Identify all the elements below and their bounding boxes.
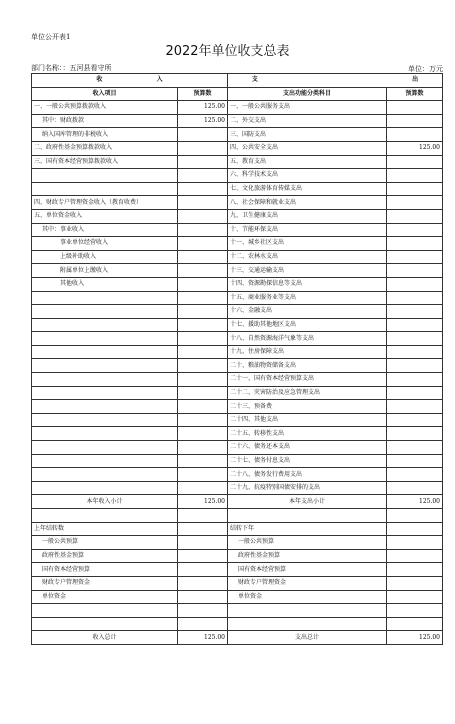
income-item-cell bbox=[32, 318, 178, 332]
income-item-cell: 财政专户管理资金 bbox=[32, 576, 178, 590]
table-row bbox=[32, 264, 443, 278]
table-row bbox=[32, 536, 443, 550]
table-row bbox=[32, 196, 443, 210]
income-amount-cell bbox=[178, 468, 228, 482]
table-row bbox=[32, 468, 443, 482]
expense-item-cell: 十一、城乡社区支出 bbox=[228, 237, 387, 251]
table-row bbox=[32, 332, 443, 346]
income-item-cell: 附属单位上缴收入 bbox=[32, 264, 178, 278]
income-amount-cell bbox=[178, 604, 228, 618]
expense-amount-cell bbox=[387, 454, 443, 468]
table-row bbox=[32, 141, 443, 155]
expense-item-cell: 二十二、灾害防治及应急管理支出 bbox=[228, 386, 387, 400]
expense-item-header: 支出功能分类科目 bbox=[228, 87, 387, 101]
table-row bbox=[32, 277, 443, 291]
income-amount-cell bbox=[178, 386, 228, 400]
income-amount-cell bbox=[178, 373, 228, 387]
income-amount-cell bbox=[178, 264, 228, 278]
income-item-cell: 政府性基金预算 bbox=[32, 549, 178, 563]
table-row bbox=[32, 305, 443, 319]
expense-amount-cell bbox=[387, 264, 443, 278]
income-item-cell: 二、政府性基金预算拨款收入 bbox=[32, 141, 178, 155]
expense-amount-cell bbox=[387, 373, 443, 387]
expense-item-cell: 单位资金 bbox=[228, 590, 387, 604]
income-amount-cell: 125.00 bbox=[178, 114, 228, 128]
expense-amount-cell bbox=[387, 576, 443, 590]
table-row bbox=[32, 209, 443, 223]
income-amount-cell bbox=[178, 427, 228, 441]
expense-item-cell: 十三、交通运输支出 bbox=[228, 264, 387, 278]
income-amount-cell bbox=[178, 291, 228, 305]
expense-item-cell: 二十九、抗疫特别国债安排的支出 bbox=[228, 481, 387, 495]
income-item-cell: 其中：事业收入 bbox=[32, 223, 178, 237]
table-row bbox=[32, 549, 443, 563]
expense-item-cell: 十四、资源勘探信息等支出 bbox=[228, 277, 387, 291]
expense-amount-cell bbox=[387, 305, 443, 319]
expense-amount-cell bbox=[387, 291, 443, 305]
income-amount-cell bbox=[178, 237, 228, 251]
income-item-cell bbox=[32, 454, 178, 468]
income-amount-cell bbox=[178, 549, 228, 563]
income-item-cell: 一般公共预算 bbox=[32, 536, 178, 550]
income-item-cell: 四、财政专户管理资金收入（教育收费） bbox=[32, 196, 178, 210]
income-amount-cell bbox=[178, 155, 228, 169]
expense-item-cell: 八、社会保障和就业支出 bbox=[228, 196, 387, 210]
expense-group-header bbox=[228, 74, 443, 88]
expense-item-cell: 十八、自然资源海洋气象等支出 bbox=[228, 332, 387, 346]
income-amount-cell bbox=[178, 250, 228, 264]
expense-item-cell: 本年支出小计 bbox=[228, 495, 387, 509]
expense-item-cell: 十七、援助其他地区支出 bbox=[228, 318, 387, 332]
expense-item-cell: 二十四、其他支出 bbox=[228, 413, 387, 427]
expense-amount-cell bbox=[387, 114, 443, 128]
income-amount-cell bbox=[178, 277, 228, 291]
income-item-cell bbox=[32, 386, 178, 400]
income-item-cell: 三、国有资本经营预算拨款收入 bbox=[32, 155, 178, 169]
expense-item-cell: 二十、粮油物资储备支出 bbox=[228, 359, 387, 373]
income-amount-cell bbox=[178, 128, 228, 142]
table-row bbox=[32, 386, 443, 400]
expense-item-cell: 二十五、转移性支出 bbox=[228, 427, 387, 441]
income-item-header: 收入项目 bbox=[32, 87, 178, 101]
expense-item-cell: 四、公共安全支出 bbox=[228, 141, 387, 155]
table-row bbox=[32, 590, 443, 604]
income-amount-cell bbox=[178, 454, 228, 468]
income-amount-cell bbox=[178, 481, 228, 495]
table-row bbox=[32, 617, 443, 631]
table-row bbox=[32, 427, 443, 441]
income-amount-cell bbox=[178, 576, 228, 590]
table-row bbox=[32, 604, 443, 618]
expense-item-cell: 二十一、国有资本经营预算支出 bbox=[228, 373, 387, 387]
income-amount-cell bbox=[178, 522, 228, 536]
table-row bbox=[32, 454, 443, 468]
income-item-cell bbox=[32, 604, 178, 618]
income-amount-cell bbox=[178, 182, 228, 196]
income-item-cell bbox=[32, 481, 178, 495]
expense-item-cell: 十六、金融支出 bbox=[228, 305, 387, 319]
expense-item-cell: 财政专户管理资金 bbox=[228, 576, 387, 590]
income-item-cell: 上年结转数 bbox=[32, 522, 178, 536]
expense-amount-cell bbox=[387, 155, 443, 169]
income-item-cell bbox=[32, 182, 178, 196]
expense-item-cell: 五、教育支出 bbox=[228, 155, 387, 169]
expense-item-cell: 三、国防支出 bbox=[228, 128, 387, 142]
expense-amount-cell: 125.00 bbox=[387, 141, 443, 155]
expense-group-left: 支 bbox=[251, 76, 258, 84]
budget-table-body bbox=[32, 74, 443, 645]
income-item-cell bbox=[32, 345, 178, 359]
income-item-cell bbox=[32, 332, 178, 346]
income-amount-cell bbox=[178, 305, 228, 319]
income-item-cell: 一、一般公共预算拨款收入 bbox=[32, 101, 178, 115]
expense-item-cell: 二、外交支出 bbox=[228, 114, 387, 128]
table-row bbox=[32, 509, 443, 523]
income-amount-cell bbox=[178, 141, 228, 155]
income-amount-cell: 125.00 bbox=[178, 631, 228, 645]
expense-item-cell: 二十七、债务付息支出 bbox=[228, 454, 387, 468]
expense-amount-cell bbox=[387, 413, 443, 427]
group-header-row bbox=[32, 74, 443, 88]
expense-amount-cell: 125.00 bbox=[387, 495, 443, 509]
expense-amount-cell bbox=[387, 277, 443, 291]
income-item-cell bbox=[32, 373, 178, 387]
expense-item-cell: 二十六、债务还本支出 bbox=[228, 441, 387, 455]
income-amount-cell bbox=[178, 536, 228, 550]
expense-item-cell: 六、科学技术支出 bbox=[228, 169, 387, 183]
income-item-cell bbox=[32, 509, 178, 523]
expense-amount-cell bbox=[387, 250, 443, 264]
income-amount-header: 预算数 bbox=[178, 87, 228, 101]
expense-item-cell: 十、节能环保支出 bbox=[228, 223, 387, 237]
table-row bbox=[32, 155, 443, 169]
table-row bbox=[32, 169, 443, 183]
table-row bbox=[32, 237, 443, 251]
income-item-cell bbox=[32, 169, 178, 183]
expense-item-cell: 一、一般公共服务支出 bbox=[228, 101, 387, 115]
income-amount-cell: 125.00 bbox=[178, 101, 228, 115]
expense-item-cell: 一般公共预算 bbox=[228, 536, 387, 550]
expense-amount-cell bbox=[387, 318, 443, 332]
expense-amount-cell bbox=[387, 468, 443, 482]
expense-group-right: 出 bbox=[412, 76, 419, 84]
income-item-cell bbox=[32, 413, 178, 427]
table-row bbox=[32, 441, 443, 455]
expense-item-cell: 十五、商业服务业等支出 bbox=[228, 291, 387, 305]
income-amount-cell bbox=[178, 509, 228, 523]
income-group-left: 收 bbox=[96, 76, 103, 84]
table-row bbox=[32, 576, 443, 590]
form-number: 单位公开表1 bbox=[31, 33, 71, 41]
table-row bbox=[32, 101, 443, 115]
expense-amount-cell bbox=[387, 386, 443, 400]
expense-amount-cell: 125.00 bbox=[387, 631, 443, 645]
income-item-cell bbox=[32, 359, 178, 373]
income-amount-cell bbox=[178, 400, 228, 414]
expense-amount-cell bbox=[387, 237, 443, 251]
expense-amount-cell bbox=[387, 617, 443, 631]
table-row bbox=[32, 373, 443, 387]
income-amount-cell bbox=[178, 318, 228, 332]
expense-item-cell: 七、文化旅游体育传媒支出 bbox=[228, 182, 387, 196]
income-amount-cell bbox=[178, 209, 228, 223]
budget-table bbox=[31, 73, 443, 645]
income-amount-cell bbox=[178, 169, 228, 183]
expense-item-cell: 国有资本经营预算 bbox=[228, 563, 387, 577]
expense-amount-cell bbox=[387, 481, 443, 495]
income-amount-cell bbox=[178, 223, 228, 237]
expense-amount-cell bbox=[387, 563, 443, 577]
table-row bbox=[32, 223, 443, 237]
income-item-cell bbox=[32, 468, 178, 482]
expense-amount-cell bbox=[387, 128, 443, 142]
table-row bbox=[32, 481, 443, 495]
expense-amount-header: 预算数 bbox=[387, 87, 443, 101]
income-item-cell: 其中：财政拨款 bbox=[32, 114, 178, 128]
income-item-cell bbox=[32, 427, 178, 441]
expense-item-cell: 二十三、预备费 bbox=[228, 400, 387, 414]
table-row bbox=[32, 291, 443, 305]
table-row bbox=[32, 413, 443, 427]
expense-item-cell: 支出总计 bbox=[228, 631, 387, 645]
income-item-cell: 收入总计 bbox=[32, 631, 178, 645]
expense-amount-cell bbox=[387, 509, 443, 523]
table-row bbox=[32, 318, 443, 332]
expense-amount-cell bbox=[387, 345, 443, 359]
income-item-cell: 单位资金 bbox=[32, 590, 178, 604]
income-item-cell bbox=[32, 441, 178, 455]
expense-amount-cell bbox=[387, 441, 443, 455]
income-item-cell: 事业单位经营收入 bbox=[32, 237, 178, 251]
unit-label: 单位：万元 bbox=[408, 65, 443, 73]
income-amount-cell bbox=[178, 590, 228, 604]
expense-amount-cell bbox=[387, 169, 443, 183]
expense-item-cell: 结转下年 bbox=[228, 522, 387, 536]
income-item-cell: 其他收入 bbox=[32, 277, 178, 291]
income-amount-cell bbox=[178, 441, 228, 455]
table-row bbox=[32, 345, 443, 359]
table-row bbox=[32, 359, 443, 373]
income-item-cell bbox=[32, 400, 178, 414]
expense-amount-cell bbox=[387, 549, 443, 563]
expense-amount-cell bbox=[387, 101, 443, 115]
expense-amount-cell bbox=[387, 427, 443, 441]
expense-amount-cell bbox=[387, 182, 443, 196]
table-row bbox=[32, 250, 443, 264]
expense-amount-cell bbox=[387, 196, 443, 210]
income-group-header bbox=[32, 74, 228, 88]
expense-item-cell: 十九、住房保障支出 bbox=[228, 345, 387, 359]
table-row bbox=[32, 563, 443, 577]
department-name: 部门名称：：五河县看守所 bbox=[31, 64, 112, 72]
page-title: 2022年单位收支总表 bbox=[165, 44, 290, 59]
income-item-cell bbox=[32, 291, 178, 305]
expense-item-cell: 九、卫生健康支出 bbox=[228, 209, 387, 223]
income-item-cell bbox=[32, 617, 178, 631]
income-item-cell: 五、单位资金收入 bbox=[32, 209, 178, 223]
expense-amount-cell bbox=[387, 359, 443, 373]
income-amount-cell bbox=[178, 359, 228, 373]
expense-amount-cell bbox=[387, 590, 443, 604]
expense-amount-cell bbox=[387, 536, 443, 550]
expense-amount-cell bbox=[387, 223, 443, 237]
table-row bbox=[32, 522, 443, 536]
expense-amount-cell bbox=[387, 604, 443, 618]
expense-item-cell bbox=[228, 617, 387, 631]
table-row bbox=[32, 400, 443, 414]
expense-amount-cell bbox=[387, 332, 443, 346]
income-amount-cell: 125.00 bbox=[178, 495, 228, 509]
table-row bbox=[32, 128, 443, 142]
expense-amount-cell bbox=[387, 209, 443, 223]
income-amount-cell bbox=[178, 413, 228, 427]
income-amount-cell bbox=[178, 196, 228, 210]
table-row bbox=[32, 631, 443, 645]
expense-item-cell bbox=[228, 604, 387, 618]
income-group-right: 入 bbox=[156, 76, 163, 84]
income-item-cell: 上级补助收入 bbox=[32, 250, 178, 264]
table-row bbox=[32, 114, 443, 128]
column-header-row bbox=[32, 87, 443, 101]
income-item-cell: 国有资本经营预算 bbox=[32, 563, 178, 577]
expense-item-cell: 十二、农林水支出 bbox=[228, 250, 387, 264]
income-item-cell: 本年收入小计 bbox=[32, 495, 178, 509]
income-amount-cell bbox=[178, 563, 228, 577]
income-amount-cell bbox=[178, 617, 228, 631]
table-row bbox=[32, 182, 443, 196]
expense-amount-cell bbox=[387, 400, 443, 414]
expense-item-cell bbox=[228, 509, 387, 523]
income-amount-cell bbox=[178, 332, 228, 346]
table-row bbox=[32, 495, 443, 509]
expense-item-cell: 二十八、债务发行费用支出 bbox=[228, 468, 387, 482]
expense-amount-cell bbox=[387, 522, 443, 536]
income-item-cell: 纳入国库管理的非税收入 bbox=[32, 128, 178, 142]
expense-item-cell: 政府性基金预算 bbox=[228, 549, 387, 563]
income-amount-cell bbox=[178, 345, 228, 359]
income-item-cell bbox=[32, 305, 178, 319]
